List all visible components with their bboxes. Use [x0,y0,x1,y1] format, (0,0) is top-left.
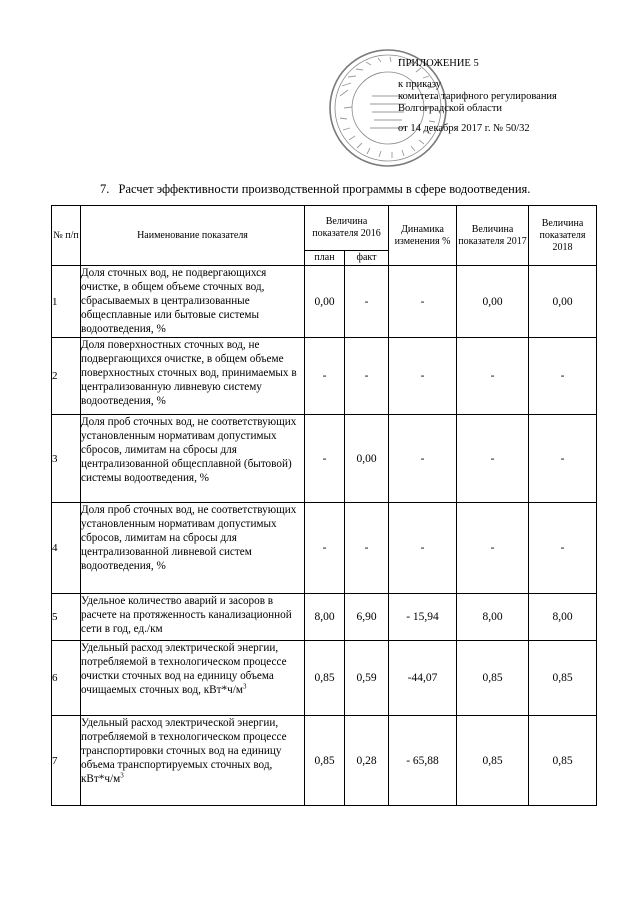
section-number: 7. [100,182,110,196]
row-plan: 0,85 [305,716,345,806]
section-title-text: Расчет эффективности производственной программы в сфере водоотведения. [118,182,531,196]
row-value-2017: - [457,503,529,594]
row-dynamics: - [389,266,457,338]
row-fact: - [345,266,389,338]
row-value-2017: 8,00 [457,594,529,641]
row-fact: - [345,338,389,415]
efficiency-table [51,205,597,806]
appendix-title: ПРИЛОЖЕНИЕ 5 [398,58,479,69]
row-fact: - [345,503,389,594]
row-value-2018: 0,85 [529,641,597,716]
row-number: 4 [52,503,81,594]
appendix-line-date: от 14 декабря 2017 г. № 50/32 [398,123,530,134]
row-plan: - [305,503,345,594]
row-number: 6 [52,641,81,716]
row-plan: 0,85 [305,641,345,716]
header-value-2016: Величина показателя 2016 [305,206,389,251]
row-dynamics: - [389,338,457,415]
row-plan: - [305,415,345,503]
row-number: 2 [52,338,81,415]
header-dynamics: Динамика изменения % [389,206,457,266]
row-value-2017: 0,00 [457,266,529,338]
row-number: 1 [52,266,81,338]
row-value-2017: - [457,338,529,415]
unit-superscript: 3 [120,771,124,780]
row-value-2018: 8,00 [529,594,597,641]
header-name: Наименование показателя [81,206,305,266]
row-indicator-name: Удельный расход электрической энергии, потребляемой в технологическом процессе очистки сточных вод на единицу объема очищаемых сточных вод, $кВт*ч/м^3$ [81,641,305,716]
table-row [52,415,597,503]
row-value-2018: 0,00 [529,266,597,338]
row-fact: 0,28 [345,716,389,806]
row-number: 3 [52,415,81,503]
appendix-header [398,58,557,135]
row-number: 5 [52,594,81,641]
row-dynamics: - 65,88 [389,716,457,806]
row-indicator-name: Доля проб сточных вод, не соответствующих установленным нормативам допустимых сбросов, лимитам на сбросы для централизованной общесплавной (бытовой) системы водоотведения, % [81,415,305,503]
row-indicator-name: Удельное количество аварий и засоров в расчете на протяженность канализационной сети в год, ед./км [81,594,305,641]
row-plan: 0,00 [305,266,345,338]
appendix-line-order: к приказу [398,79,441,90]
row-plan: - [305,338,345,415]
row-value-2018: 0,85 [529,716,597,806]
row-value-2018: - [529,415,597,503]
row-indicator-name: Доля поверхностных сточных вод, не подвергающихся очистке, в общем объеме поверхностных сточных вод, принимаемых в централизованную ливневую систему водоотведения, % [81,338,305,415]
header-plan: план [305,251,345,266]
table-row [52,338,597,415]
header-fact: факт [345,251,389,266]
row-value-2018: - [529,503,597,594]
table-row [52,594,597,641]
row-fact: 0,59 [345,641,389,716]
row-fact: 0,00 [345,415,389,503]
row-fact: 6,90 [345,594,389,641]
header-num: № п/п [52,206,81,266]
row-number: 7 [52,716,81,806]
unit-superscript: 3 [242,682,247,691]
table-row [52,266,597,338]
row-dynamics: - 15,94 [389,594,457,641]
table-row [52,503,597,594]
row-dynamics: - [389,503,457,594]
header-value-2018: Величина показателя 2018 [529,206,597,266]
table-row [52,716,597,806]
row-value-2017: - [457,415,529,503]
row-plan: 8,00 [305,594,345,641]
row-value-2018: - [529,338,597,415]
table-row [52,641,597,716]
row-indicator-name: Удельный расход электрической энергии, потребляемой в технологическом процессе транспортировки сточных вод на единицу объема транспортируемых сточных вод, $кВт*ч/м^3$ [81,716,305,806]
row-value-2017: 0,85 [457,641,529,716]
appendix-line-committee: комитета тарифного регулирования [398,91,557,102]
header-value-2017: Величина показателя 2017 [457,206,529,266]
row-indicator-name: Доля сточных вод, не подвергающихся очистке, в общем объеме сточных вод, сбрасываемых в централизованные общесплавные или бытовые системы водоотведения, % [81,266,305,338]
row-value-2017: 0,85 [457,716,529,806]
row-dynamics: - [389,415,457,503]
row-indicator-name: Доля проб сточных вод, не соответствующих установленным нормативам допустимых сбросов, лимитам на сбросы для централизованной ливневой систем водоотведения, % [81,503,305,594]
appendix-line-region: Волгоградской области [398,103,503,114]
row-dynamics: -44,07 [389,641,457,716]
section-heading [100,182,530,197]
